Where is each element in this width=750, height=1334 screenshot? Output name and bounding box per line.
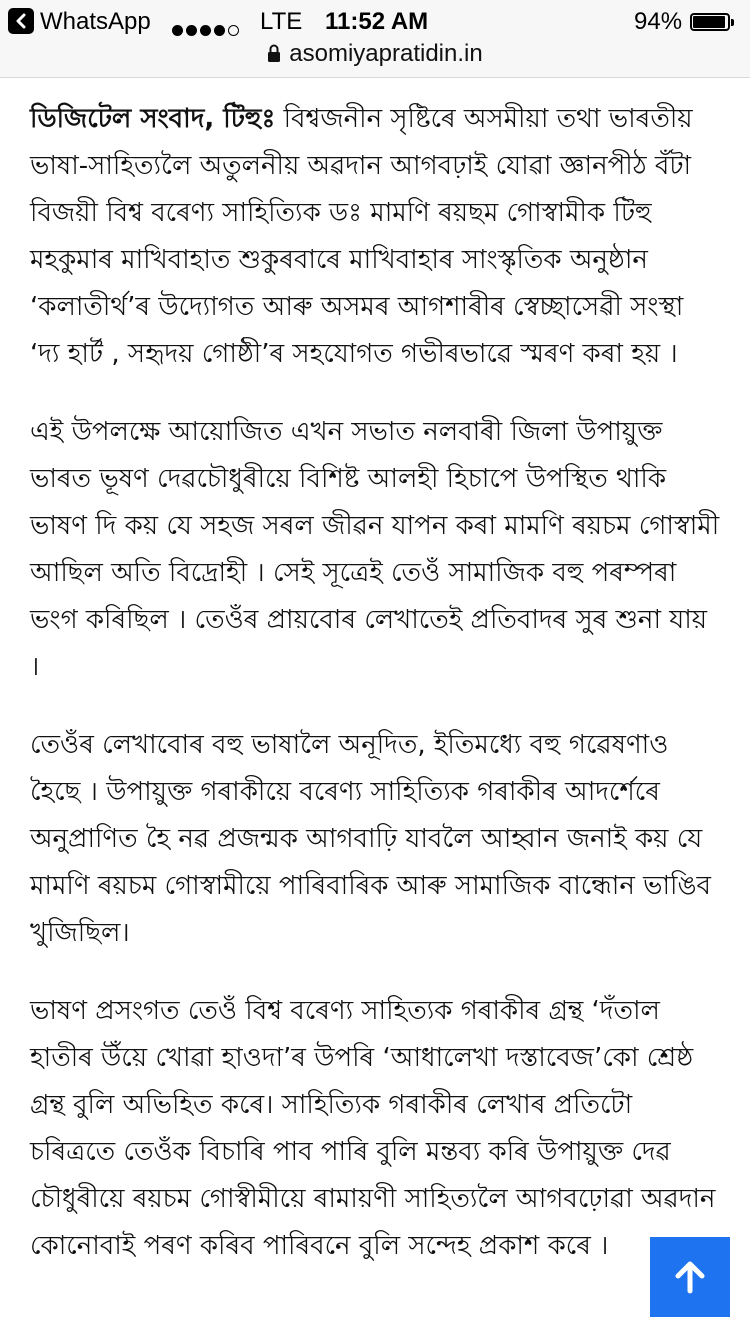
- article-paragraph-text: বিশ্বজনীন সৃষ্টিৰে অসমীয়া তথা ভাৰতীয় ভাষা-সাহিত্যলৈ অতুলনীয় অৱদান আগবঢ়াই যোৱা জ্ঞানপীঠ বঁটা বিজয়ী বিশ্ব বৰেণ্য সাহিত্যিক ডঃ মামণি ৰয়ছম গোস্বামীক টিহু মহকুমাৰ মাখিবাহাত শুকুৰবাৰে মাখিবাহাৰ সাংস্কৃতিক অনুষ্ঠান ‘কলাতীৰ্থ’ৰ উদ্যোগত আৰু অসমৰ আগশাৰীৰ স্বেচ্ছাসেৱী সংস্থা ‘দ্য হাৰ্ট , সহৃদয় গোষ্ঠী’ৰ সহযোগত গভীৰভাৱে স্মৰণ কৰা হয় ।: [30, 104, 693, 369]
- signal-dot: [200, 25, 211, 36]
- article-dateline: ডিজিটেল সংবাদ, টিহুঃ: [30, 104, 276, 134]
- article-paragraph: এই উপলক্ষে আয়োজিত এখন সভাত নলবাৰী জিলা উপায়ুক্ত ভাৰত ভূষণ দেৱচৌধুৰীয়ে বিশিষ্ট আলহী হিচাপে উপস্থিত থাকি ভাষণ দি কয় যে সহজ সৰল জীৱন যাপন কৰা মামণি ৰয়চম গোস্বামী আছিল অতি বিদ্ৰোহী । সেই সূত্ৰেই তেওঁ সামাজিক বহু পৰম্পৰা ভংগ কৰিছিল । তেওঁৰ প্ৰায়বোৰ লেখাতেই প্ৰতিবাদৰ সুৰ শুনা যায় ।: [30, 417, 720, 682]
- back-app-label[interactable]: WhatsApp: [40, 8, 151, 35]
- battery-icon: [690, 13, 734, 33]
- article-body: [30, 96, 720, 1301]
- chevron-left-icon: [14, 13, 28, 29]
- status-time: 11:52 AM: [325, 8, 429, 35]
- battery-percentage: 94%: [634, 8, 683, 35]
- carrier-label: LTE: [260, 8, 303, 35]
- arrow-up-icon: [672, 1259, 708, 1295]
- signal-dot: [214, 25, 225, 36]
- status-row: [0, 6, 750, 36]
- article-paragraph: ভাষণ প্ৰসংগত তেওঁ বিশ্ব বৰেণ্য সাহিত্যক গৰাকীৰ গ্ৰন্থ ‘দঁতাল হাতীৰ উঁয়ে খোৱা হাওদা’ৰ উপৰি ‘আধালেখা দস্তাবেজ’কো শ্ৰেষ্ঠ গ্ৰন্থ বুলি অভিহিত কৰে। সাহিত্যিক গৰাকীৰ লেখাৰ প্ৰতিটো চৰিত্ৰতে তেওঁক বিচাৰি পাব পাৰি বুলি মন্তব্য কৰি উপায়ুক্ত দেৱ চৌধুৰীয়ে ৰয়চম গোস্বীমীয়ে ৰামায়ণী সাহিত্যলৈ আগবঢ়োৱা অৱদান কোনোবাই পৰণ কৰিব পাৰিবনে বুলি সন্দেহ প্ৰকাশ কৰে ।: [30, 996, 716, 1261]
- article-paragraph: [30, 96, 720, 378]
- address-bar[interactable]: [0, 40, 750, 70]
- article-paragraph: তেওঁৰ লেখাবোৰ বহু ভাষালৈ অনূদিত, ইতিমধ্যে বহু গৱেষণাও হৈছে । উপায়ুক্ত গৰাকীয়ে বৰেণ্য সাহিত্যিক গৰাকীৰ আদৰ্শেৰে অনুপ্ৰাণিত হৈ নৱ প্ৰজন্মক আগবাঢ়ি যাবলৈ আহ্বান জনাই কয় যে মামণি ৰয়চম গোস্বামীয়ে পাৰিবাৰিক আৰু সামাজিক বান্ধোন ভাঙিব খুজিছিল।: [30, 730, 712, 948]
- status-bar: [0, 0, 750, 78]
- back-to-app-button[interactable]: [8, 8, 34, 34]
- page-url[interactable]: asomiyapratidin.in: [289, 40, 483, 67]
- scroll-to-top-button[interactable]: [650, 1237, 730, 1317]
- signal-strength-icon: [172, 15, 242, 29]
- signal-dot: [186, 25, 197, 36]
- signal-dot: [228, 25, 239, 36]
- lock-icon: [267, 43, 281, 63]
- signal-dot: [172, 25, 183, 36]
